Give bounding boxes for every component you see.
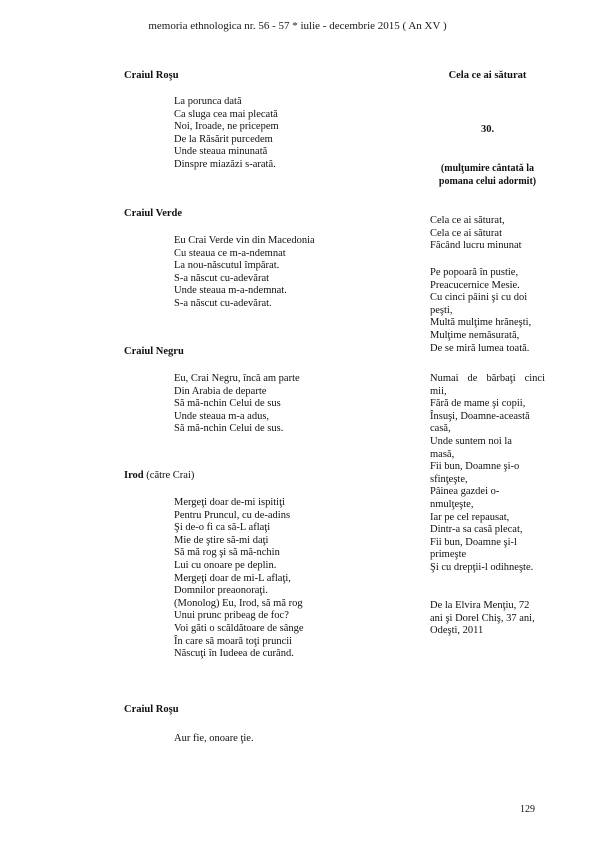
source-line: De la Elvira Menţiu, 72 [430, 600, 530, 611]
verse-line: (Monolog) Eu, Irod, să mă rog [174, 597, 303, 609]
speaker-name: Craiul Roşu [124, 704, 179, 715]
verse-line: Eu, Crai Negru, încă am parte [174, 373, 300, 384]
stanza-line: casă, [430, 423, 451, 435]
stanza-line: Preacucernice Mesie. [430, 279, 520, 291]
stanza-line: Fără de mame şi copii, [430, 398, 526, 410]
speaker-name: Craiul Negru [124, 346, 184, 357]
verse-line: La porunca dată [174, 96, 242, 107]
stanza-line: Cela ce ai săturat, [430, 215, 505, 226]
verse-line: Mergeţi doar de-mi ispitiţi [174, 497, 285, 508]
source-line: ani şi Dorel Chiş, 37 ani, [430, 612, 535, 624]
verse-block [174, 373, 300, 436]
stanza-line: Iar pe cel repausat, [430, 511, 510, 523]
stanza-line: Pe popoară în pustie, [430, 267, 519, 278]
verse-line: Să mă-nchin Celui de sus [174, 398, 281, 410]
stanza-line: sfinţeşte, [430, 473, 468, 485]
stanza-line: Cu cinci pâini şi cu doi [430, 292, 528, 304]
speaker-heading [124, 208, 182, 219]
speaker-name: Craiul Roşu [124, 70, 179, 81]
source-note [430, 600, 545, 638]
verse-block [174, 96, 279, 172]
stanza-line: Fii bun, Doamne şi-l [430, 536, 517, 548]
stanza-line: mii, [430, 385, 447, 397]
stanza-line: Cela ce ai săturat [430, 227, 503, 239]
stanza-line: Unde suntem noi la [430, 435, 512, 447]
speaker-name: Irod [124, 470, 144, 481]
verse-line: Cu steaua ce m-a-ndemnat [174, 247, 286, 259]
verse-line: Din Arabia de departe [174, 385, 267, 397]
stanza-line: Însuşi, Doamne-această [430, 410, 530, 422]
subtitle-line: (mulţumire cântată la [440, 163, 535, 174]
stanza-line: masă, [430, 448, 455, 460]
song-number: 30. [480, 124, 495, 135]
stanza-line: Mulţime nemăsurată, [430, 329, 520, 341]
verse-line: Voi găti o scăldătoare de sânge [174, 622, 304, 634]
speaker-heading [124, 704, 179, 715]
verse-line: Şi de-o fi ca să-L aflaţi [174, 522, 271, 534]
stanza-line: Şi cu drepţii-l odihneşte. [430, 561, 534, 573]
verse-line: Unde steaua m-a-ndemnat. [174, 285, 287, 297]
stanza-line: Multă mulţime hrăneşti, [430, 317, 532, 329]
stanza-line: Făcând lucru minunat [430, 240, 522, 252]
verse-block [174, 733, 254, 746]
stanza-line: Pâinea gazdei o- [430, 486, 500, 498]
stanza-line: primeşte [430, 549, 467, 561]
stanza [430, 267, 545, 355]
verse-line: La nou-născutul împărat. [174, 260, 280, 272]
stanza [430, 373, 545, 575]
source-line: Odeşti, 2011 [430, 625, 484, 637]
verse-line: De la Răsărit purcedem [174, 133, 273, 145]
verse-line: Aur fie, onoare ţie. [174, 733, 254, 744]
speaker-name: Craiul Verde [124, 208, 183, 219]
subtitle-line: pomana celui adormit) [438, 175, 537, 187]
verse-line: S-a născut cu-adevărat [174, 272, 270, 284]
verse-line: Mergeţi doar de mi-L aflaţi, [174, 572, 291, 584]
stanza-line: nmulţeşte, [430, 498, 474, 510]
verse-line: Noi, Iroade, ne pricepem [174, 121, 279, 133]
speaker-heading [124, 70, 179, 81]
verse-line: Unde steaua m-a adus, [174, 410, 270, 422]
verse-line: Eu Crai Verde vin din Macedonia [174, 235, 315, 246]
stage-direction: (către Crai) [143, 470, 195, 481]
stanza-line: Dintr-a sa casă plecat, [430, 524, 523, 536]
stanza-line: De se miră lumea toată. [430, 342, 530, 354]
page-number: 129 [520, 804, 535, 815]
stanza-line: peşti, [430, 304, 453, 316]
verse-line: Pentru Pruncul, cu de-adins [174, 509, 291, 521]
verse-block [174, 235, 315, 311]
verse-line: În care să moară toţi pruncii [174, 635, 293, 647]
verse-line: S-a născut cu-adevărat. [174, 297, 272, 309]
verse-line: Unui prunc pribeag de foc? [174, 610, 289, 622]
speaker-heading [124, 470, 194, 481]
speaker-heading [124, 346, 184, 357]
stanza-line: Numai de bărbaţi cinci [430, 373, 545, 384]
stanza-line: Fii bun, Doamne şi-o [430, 461, 520, 473]
verse-line: Mie de ştire să-mi daţi [174, 534, 269, 546]
verse-line: Lui cu onoare pe deplin. [174, 559, 277, 571]
verse-line: Născuţi în Iudeea de curând. [174, 648, 294, 660]
verse-line: Dinspre miazăzi s-arată. [174, 158, 276, 170]
verse-line: Ca sluga cea mai plecată [174, 108, 278, 120]
verse-block [174, 497, 304, 661]
verse-line: Să mă rog şi să mă-nchin [174, 547, 280, 559]
stanza [430, 215, 545, 253]
verse-line: Să mă-nchin Celui de sus. [174, 423, 284, 435]
verse-line: Domnilor preaonoraţi. [174, 585, 268, 597]
song-subtitle [430, 163, 545, 188]
song-title: Cela ce ai săturat [448, 70, 527, 81]
running-header: memoria ethnologica nr. 56 - 57 * iulie - decembrie 2015 ( An XV ) [148, 20, 447, 32]
verse-line: Unde steaua minunată [174, 146, 268, 158]
